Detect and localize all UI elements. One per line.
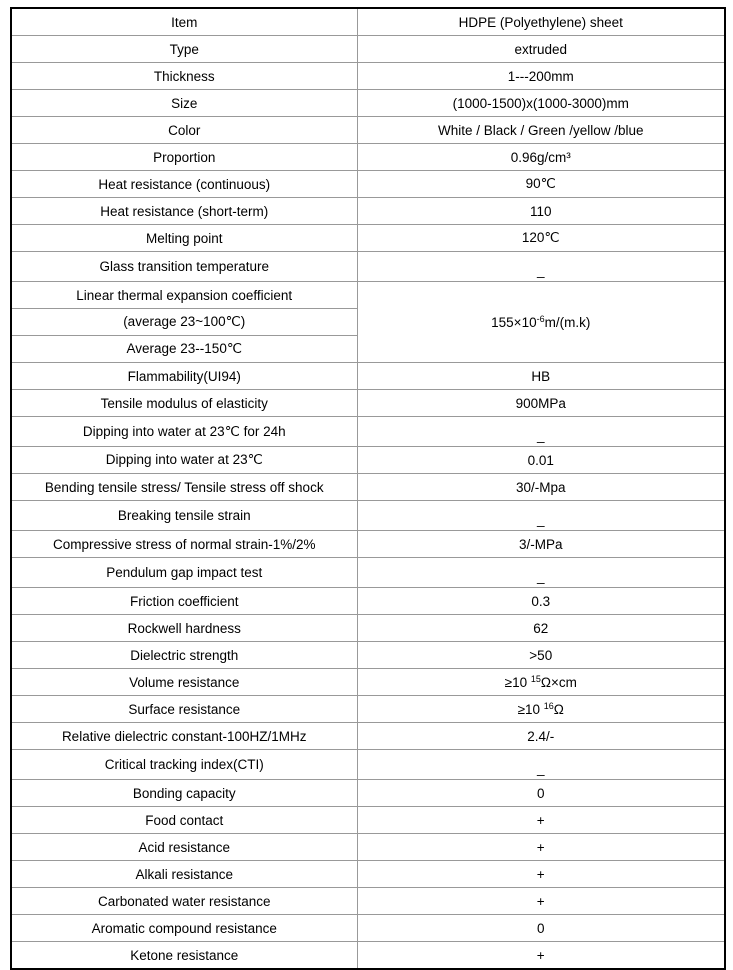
property-cell: Pendulum gap impact test xyxy=(11,558,357,588)
table-row xyxy=(11,888,725,915)
value-cell: 0 xyxy=(357,780,725,807)
table-row xyxy=(11,915,725,942)
table-row xyxy=(11,144,725,171)
property-cell: Linear thermal expansion coefficient xyxy=(11,282,357,309)
value-cell: 900MPa xyxy=(357,390,725,417)
property-cell: Food contact xyxy=(11,807,357,834)
value-cell: 90℃ xyxy=(357,171,725,198)
value-cell: _ xyxy=(357,417,725,447)
property-cell: Heat resistance (continuous) xyxy=(11,171,357,198)
table-row xyxy=(11,252,725,282)
property-cell: Glass transition temperature xyxy=(11,252,357,282)
property-cell: Melting point xyxy=(11,225,357,252)
value-unit: m/(m.k) xyxy=(544,314,591,330)
value-cell: 0.96g/cm³ xyxy=(357,144,725,171)
property-cell: Bending tensile stress/ Tensile stress off shock xyxy=(11,474,357,501)
value-cell: _ xyxy=(357,750,725,780)
property-cell: Acid resistance xyxy=(11,834,357,861)
table-row xyxy=(11,834,725,861)
thermal-expansion-value xyxy=(357,282,725,363)
table-row xyxy=(11,390,725,417)
property-cell: Critical tracking index(CTI) xyxy=(11,750,357,780)
property-cell: Compressive stress of normal strain-1%/2% xyxy=(11,531,357,558)
table-row xyxy=(11,780,725,807)
table-row xyxy=(11,225,725,252)
property-cell: Dipping into water at 23℃ for 24h xyxy=(11,417,357,447)
property-cell: Rockwell hardness xyxy=(11,615,357,642)
table-row xyxy=(11,501,725,531)
value-cell: 120℃ xyxy=(357,225,725,252)
value-suffix: Ω×cm xyxy=(540,674,577,690)
value-exponent: 15 xyxy=(530,673,541,684)
value-base: 155×10 xyxy=(491,314,537,330)
value-cell: + xyxy=(357,861,725,888)
value-cell: (1000-1500)x(1000-3000)mm xyxy=(357,90,725,117)
property-cell: Size xyxy=(11,90,357,117)
value-cell: extruded xyxy=(357,36,725,63)
value-cell: _ xyxy=(357,558,725,588)
table-row xyxy=(11,669,725,696)
property-cell: Bonding capacity xyxy=(11,780,357,807)
table-row xyxy=(11,723,725,750)
table-row xyxy=(11,171,725,198)
table-row xyxy=(11,363,725,390)
table-row xyxy=(11,8,725,36)
value-cell: HDPE (Polyethylene) sheet xyxy=(357,8,725,36)
value-suffix: Ω xyxy=(553,701,564,717)
value-cell: 3/-MPa xyxy=(357,531,725,558)
property-cell: Type xyxy=(11,36,357,63)
value-cell: 30/-Mpa xyxy=(357,474,725,501)
table-row xyxy=(11,282,725,309)
value-cell: + xyxy=(357,807,725,834)
value-cell: _ xyxy=(357,252,725,282)
spec-table-body xyxy=(11,8,725,969)
table-row xyxy=(11,807,725,834)
value-cell: 2.4/- xyxy=(357,723,725,750)
table-row xyxy=(11,861,725,888)
value-cell: White / Black / Green /yellow /blue xyxy=(357,117,725,144)
property-cell: Dielectric strength xyxy=(11,642,357,669)
spec-table xyxy=(10,7,726,970)
table-row xyxy=(11,117,725,144)
property-cell: Item xyxy=(11,8,357,36)
value-prefix: ≥10 xyxy=(517,701,544,717)
value-cell: + xyxy=(357,834,725,861)
property-cell: Volume resistance xyxy=(11,669,357,696)
table-row xyxy=(11,90,725,117)
value-cell: 0 xyxy=(357,915,725,942)
value-cell: 110 xyxy=(357,198,725,225)
table-row xyxy=(11,615,725,642)
value-cell: _ xyxy=(357,501,725,531)
property-cell: Ketone resistance xyxy=(11,942,357,970)
table-row xyxy=(11,417,725,447)
property-cell: (average 23~100℃) xyxy=(11,309,357,336)
property-cell: Heat resistance (short-term) xyxy=(11,198,357,225)
table-row xyxy=(11,942,725,970)
value-exponent: 16 xyxy=(543,700,554,711)
value-cell: >50 xyxy=(357,642,725,669)
table-row xyxy=(11,588,725,615)
value-cell: + xyxy=(357,888,725,915)
property-cell: Proportion xyxy=(11,144,357,171)
table-row xyxy=(11,198,725,225)
property-cell: Color xyxy=(11,117,357,144)
value-exponent: -6 xyxy=(536,313,545,324)
property-cell: Relative dielectric constant-100HZ/1MHz xyxy=(11,723,357,750)
table-row xyxy=(11,696,725,723)
volume-resistance-value xyxy=(357,669,725,696)
value-cell: 0.3 xyxy=(357,588,725,615)
table-row xyxy=(11,531,725,558)
value-cell: HB xyxy=(357,363,725,390)
property-cell: Carbonated water resistance xyxy=(11,888,357,915)
value-cell: 1---200mm xyxy=(357,63,725,90)
table-row xyxy=(11,36,725,63)
property-cell: Alkali resistance xyxy=(11,861,357,888)
property-cell: Average 23--150℃ xyxy=(11,336,357,363)
table-row xyxy=(11,558,725,588)
surface-resistance-value xyxy=(357,696,725,723)
table-row xyxy=(11,447,725,474)
property-cell: Dipping into water at 23℃ xyxy=(11,447,357,474)
table-row xyxy=(11,474,725,501)
property-cell: Thickness xyxy=(11,63,357,90)
value-cell: + xyxy=(357,942,725,970)
table-row xyxy=(11,63,725,90)
property-cell: Flammability(UI94) xyxy=(11,363,357,390)
property-cell: Surface resistance xyxy=(11,696,357,723)
value-cell: 62 xyxy=(357,615,725,642)
property-cell: Aromatic compound resistance xyxy=(11,915,357,942)
value-cell: 0.01 xyxy=(357,447,725,474)
table-row xyxy=(11,750,725,780)
property-cell: Breaking tensile strain xyxy=(11,501,357,531)
table-row xyxy=(11,642,725,669)
property-cell: Tensile modulus of elasticity xyxy=(11,390,357,417)
property-cell: Friction coefficient xyxy=(11,588,357,615)
value-prefix: ≥10 xyxy=(504,674,531,690)
